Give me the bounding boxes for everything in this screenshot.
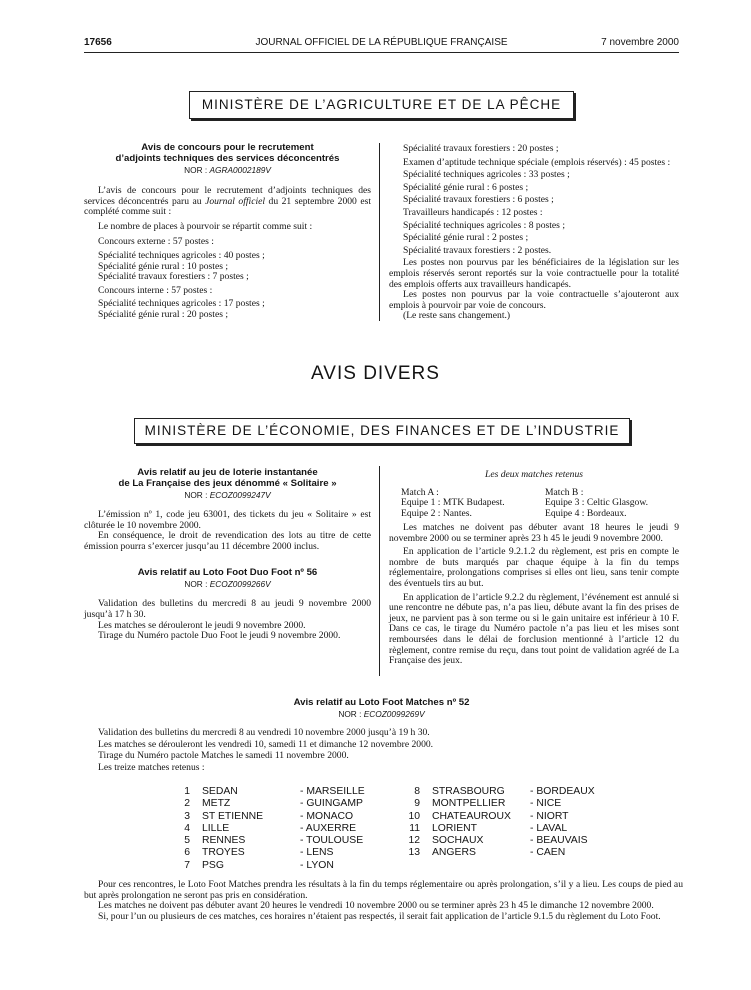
concours-left-column <box>84 142 371 321</box>
match-number: 12 <box>408 835 420 847</box>
away-team: - NICE <box>530 798 562 810</box>
matches-table <box>176 786 618 872</box>
matches52-title: Avis relatif au Loto Foot Matches nº 52 <box>293 697 470 708</box>
closing-paragraph: Pour ces rencontres, le Loto Foot Matches prendra les résultats à la fin du temps réglementaire ou après prolongation, s’il y a lieu. Les coups de pied au but après prolongation ne seront pas pris en considération. <box>84 879 683 901</box>
away-team: - LENS <box>300 847 334 859</box>
home-team: TROYES <box>202 847 245 859</box>
nor-code: ECOZ0099247V <box>209 490 271 500</box>
away-team: - BORDEAUX <box>530 786 595 797</box>
ministry-agriculture-box <box>189 91 574 119</box>
match-number: 6 <box>184 847 190 859</box>
match-number: 11 <box>409 822 420 834</box>
concours-line: Spécialité travaux forestiers : 20 postes ; <box>403 143 559 154</box>
concours-line: Concours interne : 57 postes : <box>98 284 213 296</box>
matches-block-left <box>176 786 388 872</box>
column-rule <box>379 143 380 321</box>
concours-line: Travailleurs handicapés : 12 postes : <box>403 206 543 218</box>
concours-title-2: d’adjoints techniques des services déconcentrés <box>115 153 340 164</box>
column-rule <box>379 466 380 676</box>
match-row <box>176 823 388 835</box>
duo-right-paragraph: En application de l’article 9.2.1.2 du règlement, est pris en compte le nombre de buts marqués par chaque équipe à la fin du temps réglementaire, prolongations comprises si elles ont lieu, sans tenir compte des éventuels tirs au but. <box>389 546 679 589</box>
match-number: 2 <box>184 798 190 810</box>
closing-paragraph: Les matches ne doivent pas débuter avant 20 heures le vendredi 10 novembre 2000 ou se terminer après 23 h 45 le dimanche 12 novembre 2000. <box>98 900 654 912</box>
nor-label: NOR : <box>184 579 208 590</box>
concours-line: Spécialité techniques agricoles : 17 postes ; <box>98 298 265 310</box>
page-number: 17656 <box>84 37 112 48</box>
concours-places: Le nombre de places à pourvoir se répartit comme suit : <box>98 220 313 232</box>
closing-paragraph: Si, pour l’un ou plusieurs de ces matches, ces horaires n’étaient pas respectés, il serait fait application de l’article 9.1.5 du règlement du Loto Foot. <box>98 910 661 922</box>
match-number: 8 <box>414 786 420 797</box>
loterie-title-2: de La Française des jeux dénommé « Solitaire » <box>118 478 337 489</box>
team-entry: Equipe 2 : Nantes. <box>401 508 472 520</box>
match-row <box>176 847 388 859</box>
duo-paragraph: Validation des bulletins du mercredi 8 au jeudi 9 novembre 2000 jusqu’à 17 h 30. <box>84 598 371 620</box>
home-team: PSG <box>202 859 224 871</box>
nor-code: ECOZ0099269V <box>363 709 425 719</box>
matches-block-right <box>388 786 618 872</box>
match-number: 7 <box>184 859 190 871</box>
matches52-nor <box>84 709 679 720</box>
home-team: ANGERS <box>432 847 476 859</box>
match-row <box>406 823 618 835</box>
concours-paragraph: (Le reste sans changement.) <box>403 310 511 322</box>
matches-block-table <box>176 786 388 872</box>
team-entry: Equipe 1 : MTK Budapest. <box>401 497 505 509</box>
away-team: - AUXERRE <box>300 822 357 834</box>
journal-title: JOURNAL OFFICIEL DE LA RÉPUBLIQUE FRANÇAISE <box>255 37 508 48</box>
match-number: 1 <box>184 786 190 797</box>
match-row <box>176 835 388 847</box>
loterie-nor <box>84 490 371 501</box>
away-team: - TOULOUSE <box>300 835 364 847</box>
concours-line: Spécialité travaux forestiers : 6 postes ; <box>403 194 554 206</box>
match-number: 10 <box>408 810 420 822</box>
loterie-paragraph: L’émission nº 1, code jeu 63001, des tickets du jeu « Solitaire » est clôturée le 10 novembre 2000. <box>84 509 371 531</box>
matches52-section <box>84 697 679 773</box>
journal-officiel-ref: Journal officiel <box>205 195 266 207</box>
concours-intro <box>84 186 371 218</box>
home-team: LORIENT <box>432 822 478 834</box>
away-team: - LAVAL <box>530 822 568 834</box>
home-team: RENNES <box>202 835 246 847</box>
match-row <box>406 835 618 847</box>
duo-nor <box>84 579 371 590</box>
ministry-agriculture-title: MINISTÈRE DE L’AGRICULTURE ET DE LA PÊCHE <box>201 97 562 112</box>
away-team: - MARSEILLE <box>300 786 365 797</box>
duo-right-paragraph: Les matches ne doivent pas débuter avant 18 heures le jeudi 9 novembre 2000 ou se terminer après 23 h 45 le jeudi 9 novembre 2000. <box>389 521 679 544</box>
match-row <box>406 786 618 798</box>
matches52-paragraph: Tirage du Numéro pactole Matches le samedi 11 novembre 2000. <box>98 750 349 762</box>
concours-line: Spécialité techniques agricoles : 8 postes ; <box>403 219 565 231</box>
nor-code: AGRA0002189V <box>209 165 271 175</box>
match-list <box>389 488 679 520</box>
matches-table-grid <box>176 786 618 872</box>
nor-code: ECOZ0099266V <box>209 579 271 590</box>
concours-line: Spécialité génie rural : 6 postes ; <box>403 181 529 193</box>
issue-date: 7 novembre 2000 <box>601 37 679 48</box>
match-number: 5 <box>184 835 190 847</box>
match-number: 4 <box>184 822 190 834</box>
team-entry: Equipe 3 : Celtic Glasgow. <box>545 497 649 509</box>
duo-paragraph: Les matches se dérouleront le jeudi 9 novembre 2000. <box>98 619 306 631</box>
match-row <box>176 798 388 810</box>
concours-line: Concours externe : 57 postes : <box>98 236 214 248</box>
away-team: - GUINGAMP <box>300 798 363 810</box>
away-team: - LYON <box>300 859 334 871</box>
matches52-paragraph: Les treize matches retenus : <box>98 761 205 773</box>
concours-line: Spécialité techniques agricoles : 33 postes ; <box>403 169 570 181</box>
concours-paragraph: Les postes non pourvus par la voie contractuelle s’ajouteront aux emplois à pourvoir par voie de concours. <box>389 289 679 311</box>
matches52-paragraph: Les matches se dérouleront les vendredi 10, samedi 11 et dimanche 12 novembre 2000. <box>98 738 434 750</box>
loterie-paragraph: En conséquence, le droit de revendication des lots au titre de cette émission pourra s’exercer jusqu’au 11 décembre 2000 inclus. <box>84 530 371 552</box>
away-team: - BEAUVAIS <box>530 835 588 847</box>
nor-label: NOR : <box>338 709 362 719</box>
nor-label: NOR : <box>184 490 208 500</box>
concours-line: Spécialité génie rural : 20 postes ; <box>98 308 229 320</box>
duo-paragraph: Tirage du Numéro pactole Duo Foot le jeudi 9 novembre 2000. <box>98 630 341 642</box>
home-team: ST ETIENNE <box>202 810 264 822</box>
concours-title-1: Avis de concours pour le recrutement <box>141 142 314 153</box>
home-team: SOCHAUX <box>432 835 484 847</box>
match-b-label: Match B : <box>545 486 584 498</box>
duo-right-paragraph: En application de l’article 9.2.2 du règlement, l’événement est annulé si une rencontre ne débute pas, n’a pas lieu, débute avant la fin des prises de jeux, ne parvient pas à son terme ou si le gain unitaire est inférieur à 10 F. Dans ce cas, le tirage du Numéro pactole n’a pas lieu et les mises sont remboursées dans le délai de forclusion mentionné à l’article 12 du règlement, contre remise du reçu, dans tout point de validation agréé de La Française des jeux. <box>389 591 679 667</box>
ministry-economie-title: MINISTÈRE DE L’ÉCONOMIE, DES FINANCES ET DE L’INDUSTRIE <box>144 423 620 438</box>
nor-label: NOR : <box>184 165 208 175</box>
duo-subtitle: Les deux matches retenus <box>485 469 583 480</box>
duo-title: Avis relatif au Loto Foot Duo Foot nº 56 <box>137 567 318 579</box>
team-entry: Equipe 4 : Bordeaux. <box>545 508 627 520</box>
match-row <box>406 798 618 810</box>
section-title-avis-divers: AVIS DIVERS <box>311 363 440 384</box>
concours-line: Spécialité génie rural : 10 postes ; <box>98 260 229 272</box>
home-team: METZ <box>202 798 231 810</box>
concours-nor <box>84 165 371 176</box>
concours-paragraph: Les postes non pourvus par les bénéficiaires de la législation sur les emplois réservés seront reportés sur la voie contractuelle pour la totalité des emplois offerts aux travailleurs handicapés. <box>389 257 679 290</box>
match-a-label: Match A : <box>401 486 439 498</box>
intro-part: du 21 septembre 2000 est complété comme suit : <box>84 195 371 218</box>
match-number: 3 <box>184 810 190 822</box>
home-team: SEDAN <box>202 786 238 797</box>
matches52-closing <box>84 880 683 922</box>
intro-part: L’avis de concours pour le recrutement d’adjoints techniques des services déconcentrés paru au <box>84 185 371 207</box>
duo-right-column <box>389 470 679 667</box>
matches52-paragraph: Validation des bulletins du mercredi 8 au vendredi 10 novembre 2000 jusqu’à 19 h 30. <box>98 727 430 738</box>
loterie-left-column <box>84 467 371 642</box>
away-team: - NIORT <box>530 810 569 822</box>
match-row <box>176 860 388 872</box>
concours-line: Spécialité travaux forestiers : 2 postes. <box>403 244 552 256</box>
match-row <box>176 786 388 798</box>
home-team: LILLE <box>202 822 230 834</box>
match-number: 9 <box>414 798 420 810</box>
match-row <box>406 847 618 859</box>
away-team: - CAEN <box>530 847 566 859</box>
concours-line: Spécialité travaux forestiers : 7 postes ; <box>98 271 249 283</box>
home-team: MONTPELLIER <box>432 798 506 810</box>
home-team: CHATEAUROUX <box>432 810 511 822</box>
concours-examen: Examen d’aptitude technique spéciale (emplois réservés) : 45 postes : <box>403 156 671 168</box>
loterie-title-1: Avis relatif au jeu de loterie instantanée <box>137 467 318 478</box>
match-number: 13 <box>408 847 420 859</box>
running-header <box>84 37 679 51</box>
concours-right-column <box>389 144 679 322</box>
match-row <box>406 811 618 823</box>
away-team: - MONACO <box>300 810 354 822</box>
home-team: STRASBOURG <box>432 786 505 797</box>
concours-line: Spécialité génie rural : 2 postes ; <box>403 232 529 244</box>
match-row <box>176 811 388 823</box>
concours-line: Spécialité techniques agricoles : 40 postes ; <box>98 249 265 261</box>
matches-block-table <box>406 786 618 860</box>
header-rule <box>84 52 679 53</box>
ministry-economie-box <box>134 418 630 444</box>
